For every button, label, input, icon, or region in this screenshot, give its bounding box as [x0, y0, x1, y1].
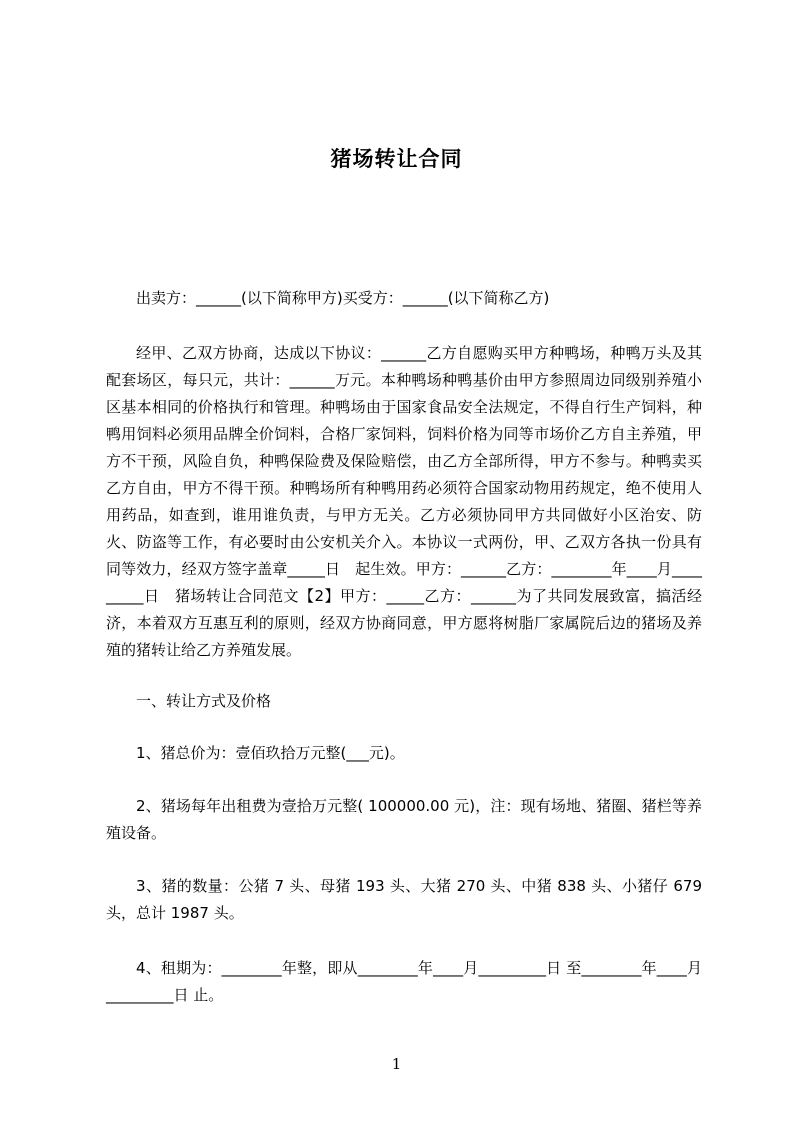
parties-paragraph: 出卖方：______(以下简称甲方)买受方：______(以下简称乙方): [136, 289, 550, 307]
clause-lease-term: 4、租期为：________年整，即从________年____月_________日 至________年____月_________日 止。: [106, 959, 702, 1004]
clause-annual-rent: 2、猪场每年出租费为壹拾万元整( 100000.00 元)，注：现有场地、猪圈、猪栏等养殖设备。: [106, 797, 702, 842]
page-number: 1: [391, 1055, 402, 1073]
document-title: 猪场转让合同: [330, 147, 463, 171]
section-heading-transfer: 一、转让方式及价格: [136, 692, 272, 710]
clause-pig-quantity: 3、猪的数量：公猪 7 头、母猪 193 头、大猪 270 头、中猪 838 头、小猪仔 679 头，总计 1987 头。: [106, 877, 702, 922]
agreement-body-paragraph: 经甲、乙双方协商，达成以下协议：______乙方自愿购买甲方种鸭场，种鸭万头及其配套场区，每只元，共计：______万元。本种鸭场种鸭基价由甲方参照周边同级别养殖小区基本相同的价格执行和管理。种鸭场由于国家食品安全法规定，不得自行生产饲料，种鸭用饲料必须用品牌全价饲料，合格厂家饲料，饲料价格为同等市场价乙方自主养殖，甲方不干预，风险自负，种鸭保险费及保险赔偿，由乙方全部所得，甲方不参与。种鸭卖买乙方自由，甲方不得干预。种鸭场所有种鸭用药必须符合国家动物用药规定，绝不使用人用药品，如查到，谁用谁负责，与甲方无关。乙方必须协同甲方共同做好小区治安、防火、防盗等工作，有必要时由公安机关介入。本协议一式两份，甲、乙双方各执一份具有同等效力，经双方签字盖章_____日 起生效。甲方：______乙方：________年____月_________日 猪场转让合同范文【2】甲方：_____乙方：______为了共同发展致富，搞活经济，本着双方互惠互利的原则，经双方协商同意，甲方愿将树脂厂家属院后边的猪场及养殖的猪转让给乙方养殖发展。: [106, 344, 702, 659]
clause-total-price: 1、猪总价为：壹佰玖拾万元整(___元)。: [136, 744, 405, 762]
